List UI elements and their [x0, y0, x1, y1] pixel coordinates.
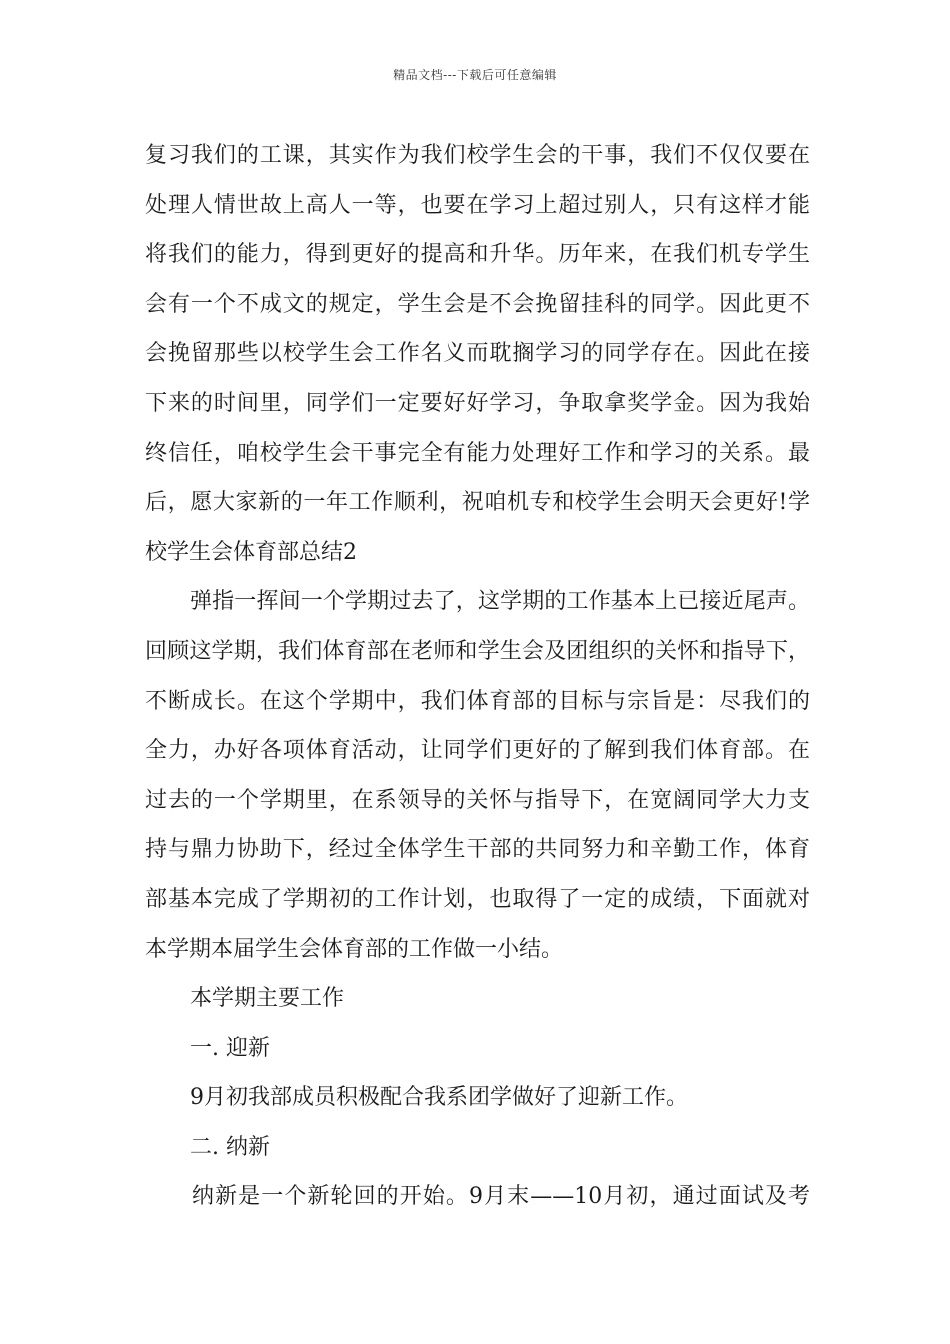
- text-line: 后，愿大家新的一年工作顺利，祝咱机专和校学生会明天会更好!学: [145, 490, 810, 516]
- text-line: 全力，办好各项体育活动，让同学们更好的了解到我们体育部。在: [145, 738, 810, 764]
- text-line: 9月初我部成员积极配合我系团学做好了迎新工作。: [190, 1085, 688, 1111]
- text-line: 下来的时间里，同学们一定要好好学习，争取拿奖学金。因为我始: [145, 390, 810, 416]
- text-line: 持与鼎力协助下，经过全体学生干部的共同努力和辛勤工作，体育: [145, 837, 810, 863]
- paragraph-start-line: 弹指一挥间一个学期过去了，这学期的工作基本上已接近尾声。: [190, 589, 810, 615]
- section-heading: 本学期主要工作: [190, 986, 345, 1012]
- subsection-heading: 二. 纳新: [190, 1134, 270, 1160]
- text-line: 本学期本届学生会体育部的工作做一小结。: [145, 936, 564, 962]
- text-line: 不断成长。在这个学期中，我们体育部的目标与宗旨是：尽我们的: [145, 688, 810, 714]
- subsection-heading: 一. 迎新: [190, 1035, 270, 1061]
- text-line: 复习我们的工课，其实作为我们校学生会的干事，我们不仅仅要在: [145, 143, 810, 168]
- document-body: [145, 131, 810, 1222]
- text-line: 处理人情世故上高人一等，也要在学习上超过别人，只有这样才能: [145, 192, 810, 218]
- text-line: 会挽留那些以校学生会工作名义而耽搁学习的同学存在。因此在接: [145, 341, 810, 367]
- text-line: 校学生会体育部总结2: [145, 539, 357, 565]
- text-line: 回顾这学期，我们体育部在老师和学生会及团组织的关怀和指导下，: [145, 638, 810, 664]
- text-line: 将我们的能力，得到更好的提高和升华。历年来，在我们机专学生: [145, 242, 810, 268]
- page-header: 精品文档---下载后可任意编辑: [393, 68, 557, 82]
- text-line: 会有一个不成文的规定，学生会是不会挽留挂科的同学。因此更不: [145, 291, 810, 317]
- text-line: 终信任，咱校学生会干事完全有能力处理好工作和学习的关系。最: [145, 440, 810, 466]
- paragraph-start-line: 纳新是一个新轮回的开始。9月末——10月初，通过面试及考: [192, 1184, 810, 1210]
- text-line: 过去的一个学期里，在系领导的关怀与指导下，在宽阔同学大力支: [145, 787, 810, 813]
- text-line: 部基本完成了学期初的工作计划，也取得了一定的成绩，下面就对: [145, 886, 810, 912]
